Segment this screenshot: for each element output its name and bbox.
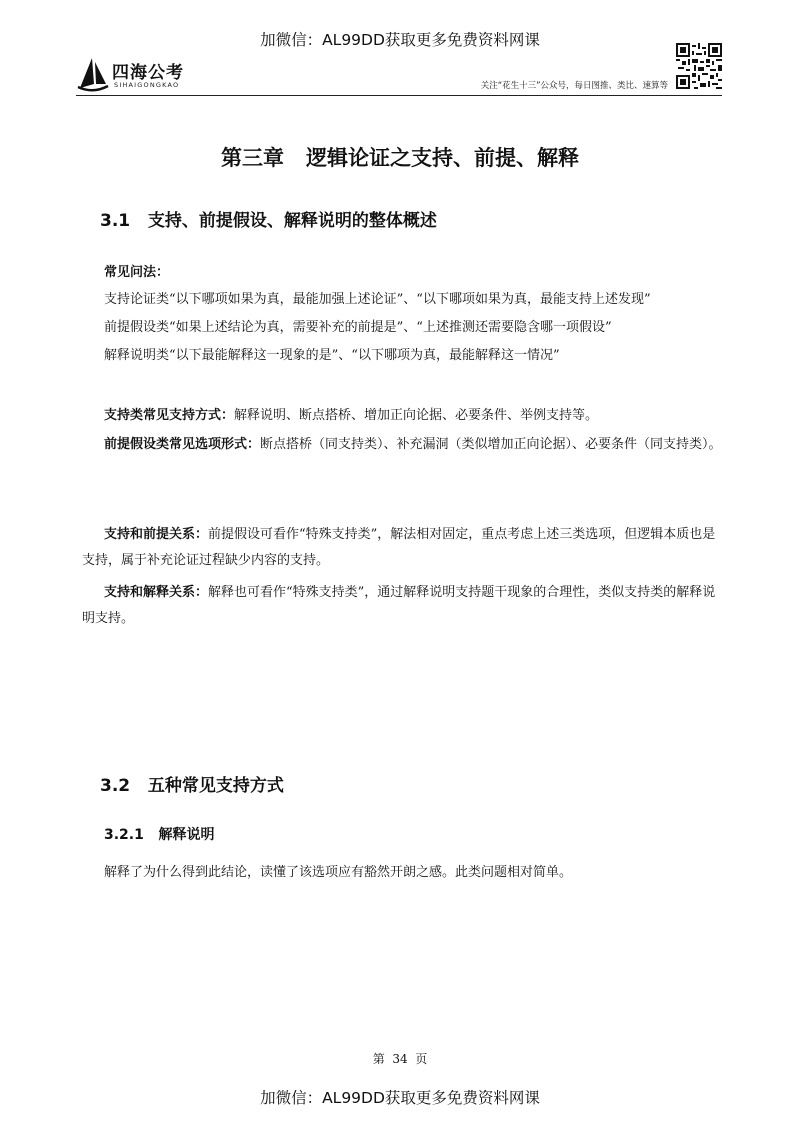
premise-forms-label: 前提假设类常见选项形式： xyxy=(104,437,261,452)
support-explain-relation: 支持和解释关系：解释也可看作“特殊支持类”，通过解释说明支持题干现象的合理性，类似支持类的解释说明支持。 xyxy=(82,585,716,626)
question-premise: 前提假设类“如果上述结论为真，需要补充的前提是”、“上述推测还需要隐含哪一项假设” xyxy=(104,320,612,335)
section-3-1-title: 3.1 支持、前提假设、解释说明的整体概述 xyxy=(100,211,437,231)
header-note: 关注“花生十三”公众号，每日图推、类比、速算等 xyxy=(480,81,668,91)
support-premise-label: 支持和前提关系： xyxy=(104,527,209,542)
section-3-2-title: 3.2 五种常见支持方式 xyxy=(100,776,284,796)
page-number: 第 34 页 xyxy=(372,1052,428,1066)
chapter-title: 第三章 逻辑论证之支持、前提、解释 xyxy=(221,146,579,170)
common-questions-label: 常见问法： xyxy=(104,265,170,280)
qr-code-icon xyxy=(676,43,722,89)
subsection-3-2-1-body: 解释了为什么得到此结论，读懂了该选项应有豁然开朗之感。此类问题相对简单。 xyxy=(104,865,573,880)
premise-forms: 前提假设类常见选项形式：断点搭桥（同支持类）、补充漏洞（类似增加正向论据）、必要条件（同支持类）。 xyxy=(104,437,722,452)
support-methods: 支持类常见支持方式：解释说明、断点搭桥、增加正向论据、必要条件、举例支持等。 xyxy=(104,408,599,423)
support-explain-label: 支持和解释关系： xyxy=(104,585,209,600)
sail-logo-icon xyxy=(76,54,110,92)
top-banner: 加微信：AL99DD获取更多免费资料网课 xyxy=(260,31,540,49)
bottom-banner: 加微信：AL99DD获取更多免费资料网课 xyxy=(260,1089,540,1107)
logo-subtext: SIHAIGONGKAO xyxy=(114,81,180,89)
question-explain: 解释说明类“以下最能解释这一现象的是”、“以下哪项为真，最能解释这一情况” xyxy=(104,348,560,363)
support-premise-relation: 支持和前提关系：前提假设可看作“特殊支持类”，解法相对固定，重点考虑上述三类选项，但逻辑本质也是支持，属于补充论证过程缺少内容的支持。 xyxy=(82,527,716,568)
subsection-3-2-1-title: 3.2.1 解释说明 xyxy=(104,827,215,843)
header-divider xyxy=(76,95,722,96)
support-methods-label: 支持类常见支持方式： xyxy=(104,408,235,423)
question-support: 支持论证类“以下哪项如果为真，最能加强上述论证”、“以下哪项如果为真，最能支持上述发现” xyxy=(104,292,651,307)
logo-text: 四海公考 xyxy=(112,63,184,83)
logo xyxy=(76,54,236,96)
